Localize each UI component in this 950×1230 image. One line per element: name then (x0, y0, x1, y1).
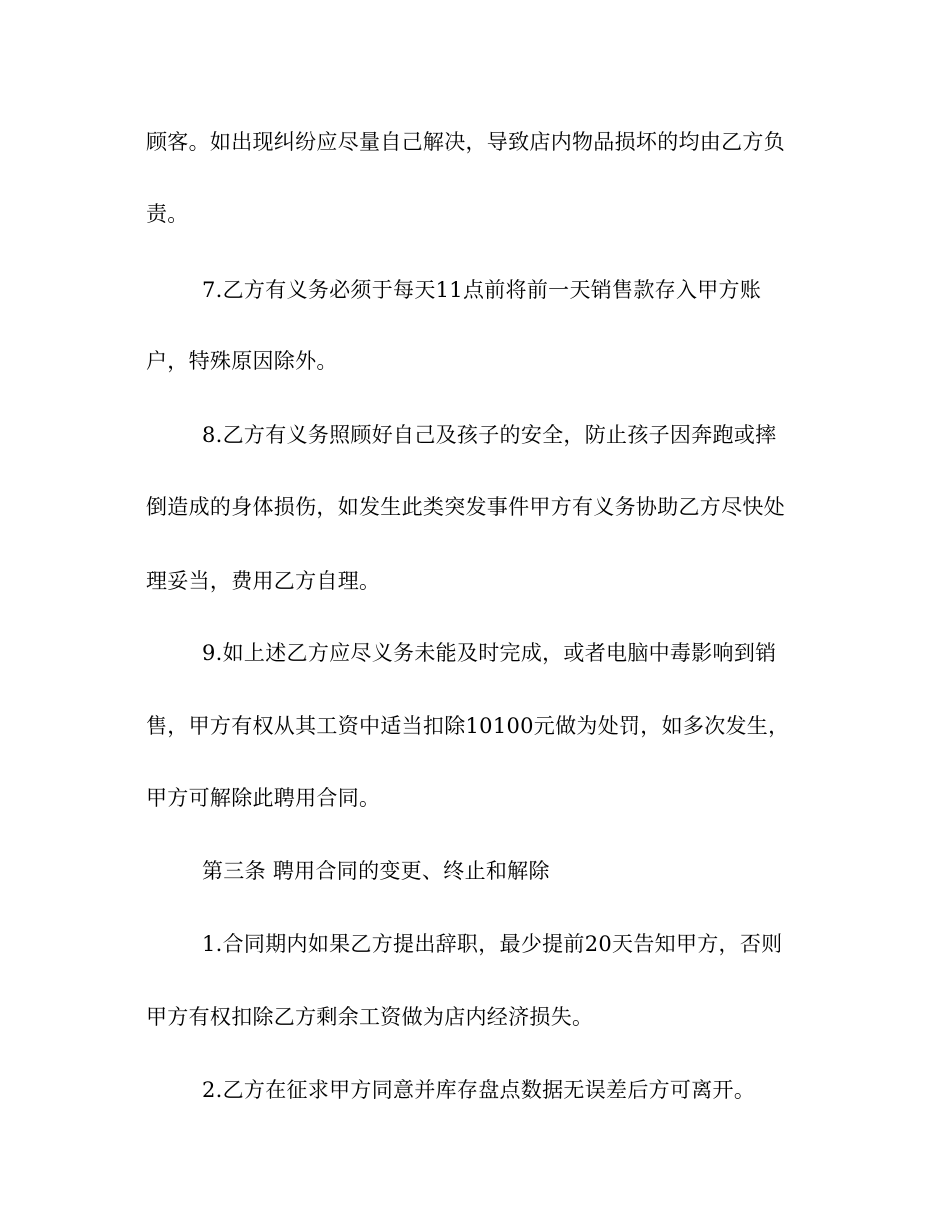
text-line: 户，特殊原因除外。 (146, 349, 338, 373)
text-line: 8.乙方有义务照顾好自己及孩子的安全，防止孩子因奔跑或摔 (202, 423, 777, 447)
text-line: 理妥当，费用乙方自理。 (146, 569, 381, 593)
text-line: 责。 (146, 202, 189, 226)
text-line: 9.如上述乙方应尽义务未能及时完成，或者电脑中毒影响到销 (202, 641, 777, 665)
text-line: 顾客。如出现纠纷应尽量自己解决，导致店内物品损坏的均由乙方负 (146, 130, 785, 154)
text-line: 甲方可解除此聘用合同。 (146, 786, 381, 810)
text-line: 7.乙方有义务必须于每天11点前将前一天销售款存入甲方账 (202, 278, 762, 302)
section-heading: 第三条 聘用合同的变更、终止和解除 (202, 859, 550, 883)
text-line: 倒造成的身体损伤，如发生此类突发事件甲方有义务协助乙方尽快处 (146, 495, 785, 519)
text-line: 甲方有权扣除乙方剩余工资做为店内经济损失。 (146, 1005, 594, 1029)
text-line: 2.乙方在征求甲方同意并库存盘点数据无误差后方可离开。 (202, 1078, 756, 1102)
text-line: 售，甲方有权从其工资中适当扣除10100元做为处罚，如多次发生， (146, 714, 790, 738)
text-line: 1.合同期内如果乙方提出辞职，最少提前20天告知甲方，否则 (202, 932, 783, 956)
